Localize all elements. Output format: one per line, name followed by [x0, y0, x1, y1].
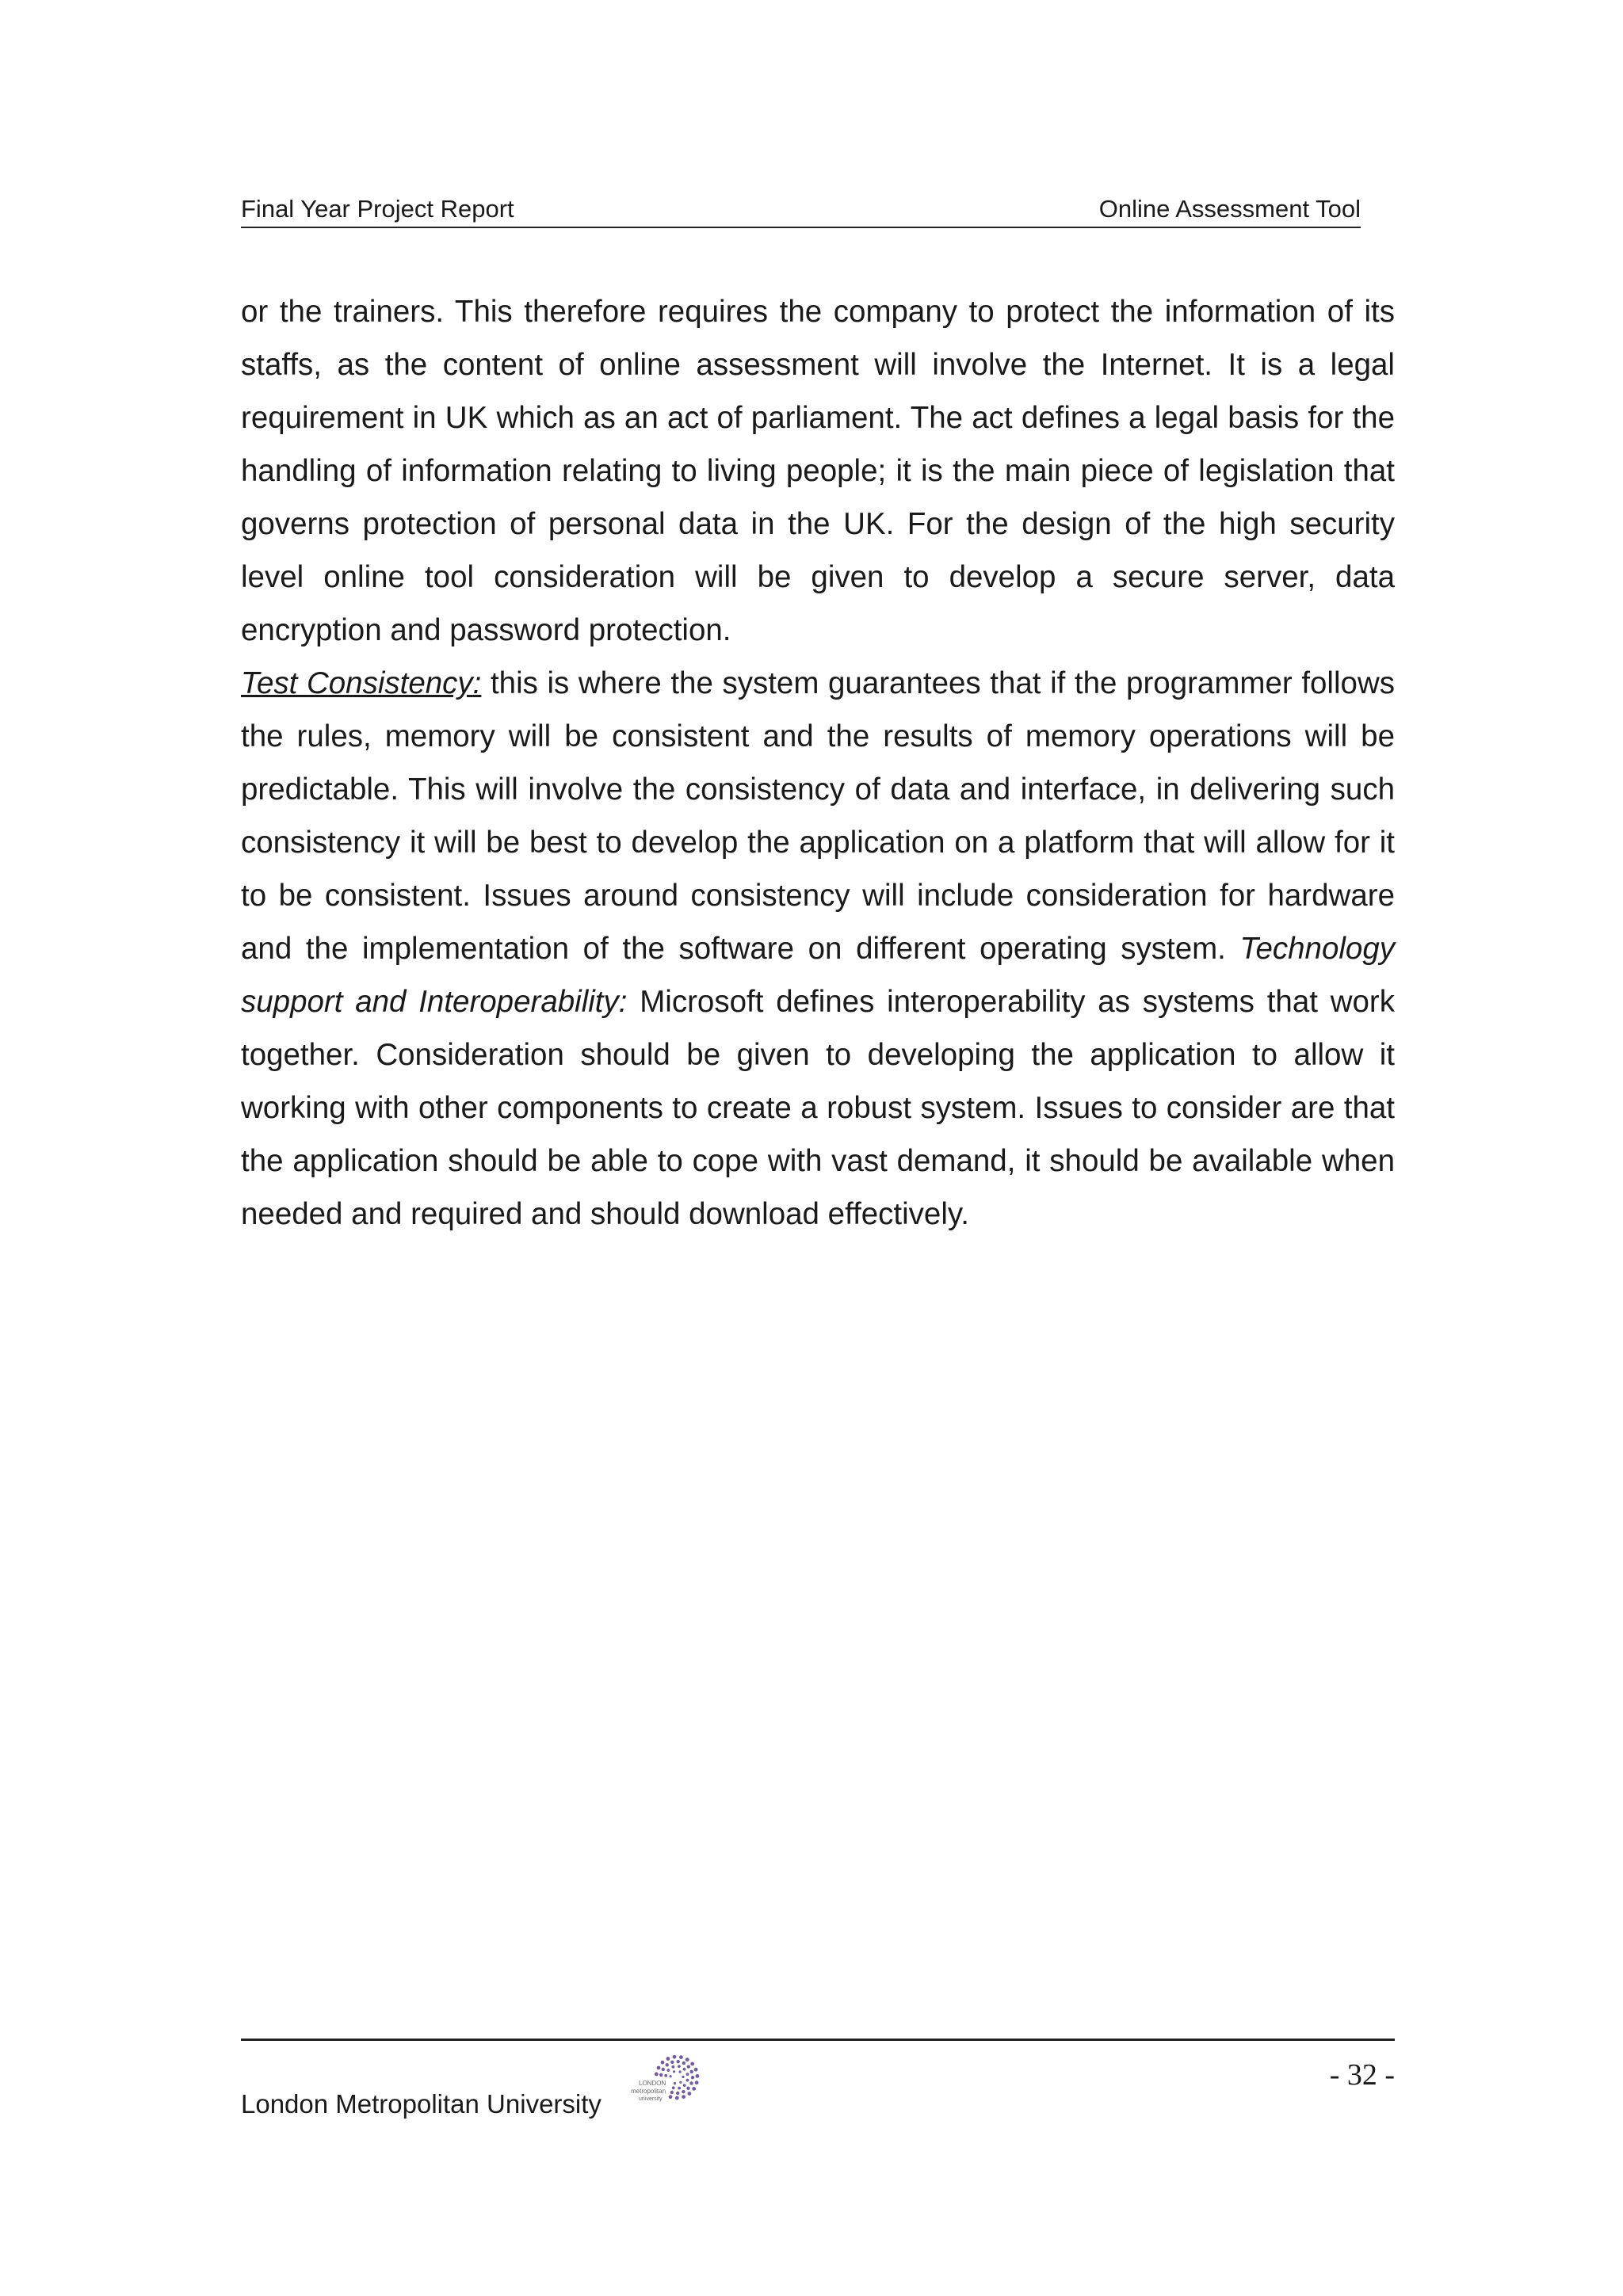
logo-dot — [672, 2086, 675, 2089]
logo-dot — [682, 2090, 685, 2093]
logo-dot — [692, 2087, 696, 2091]
logo-dot — [669, 2095, 673, 2099]
logo-dot — [690, 2062, 694, 2066]
logo-dot — [670, 2091, 674, 2094]
logo-dot — [661, 2061, 665, 2065]
page-number: - 32 - — [1329, 2058, 1395, 2092]
logo-dot — [686, 2079, 689, 2082]
logo-dot — [659, 2073, 663, 2077]
footer-divider — [241, 2039, 1395, 2041]
logo-dot — [687, 2065, 690, 2068]
logo-dot — [696, 2074, 700, 2078]
logo-dot — [670, 2075, 672, 2077]
logo-dot — [679, 2071, 682, 2073]
logo-text-3: university — [639, 2096, 663, 2102]
paragraph-security: or the trainers. This therefore requires the company to protect the information of its staffs, as the content of online assessment will involve the Internet. It is a legal requirement in UK which as an act of parliament. The act defines a legal basis for the handling of information relating to living people; it is the main piece of legislation that governs protection of personal data in the UK. For the design of the high security level online tool consideration will be given to develop a secure server, data encryption and password protection. — [241, 295, 1395, 647]
logo-dot — [688, 2092, 692, 2096]
logo-dot — [679, 2055, 683, 2059]
logo-dot — [677, 2060, 680, 2063]
logo-dot — [694, 2068, 698, 2072]
term-technology-support: Technology support and Interoperability: — [241, 932, 1395, 1019]
logo-dot — [678, 2087, 681, 2090]
logo-dot — [664, 2074, 667, 2077]
logo-dot — [690, 2070, 693, 2073]
logo-dot — [666, 2057, 670, 2061]
header-project-title: Online Assessment Tool — [1098, 195, 1361, 223]
logo-dot — [679, 2081, 682, 2084]
logo-dot — [689, 2081, 693, 2084]
logo-dot — [683, 2068, 686, 2071]
logo-dot — [662, 2068, 665, 2071]
footer-university-name: London Metropolitan University — [241, 2089, 601, 2119]
logo-dot — [678, 2065, 681, 2068]
interoperability-text: Microsoft defines interoperability as systems that work together. Consideration should be given to developing the application to allow it working with other components to create a robust system. Issues to consider are that the application should be able to cope with vast demand, it should be available when needed and required and should download effectively. — [241, 985, 1395, 1231]
consistency-text: this is where the system guarantees that if the programmer follows the rules, memory will be consistent and the results of memory operations will be predictable. This will involve the consistency of data and interface, in delivering such consistency it will be best to develop the application on a platform that will allow for it to be consistent. Issues around consistency will include consideration for hardware and the implementation of the software on different operating system. — [241, 666, 1395, 966]
page-header — [241, 193, 1361, 228]
logo-dot — [666, 2069, 670, 2072]
logo-dot — [676, 2092, 679, 2095]
term-colon: : — [472, 666, 482, 700]
logo-dot — [685, 2058, 689, 2061]
header-report-title: Final Year Project Report — [241, 195, 514, 223]
logo-text-2: metropolitan — [631, 2088, 666, 2095]
logo-dot — [682, 2061, 685, 2065]
logo-dot — [670, 2061, 674, 2064]
logo-dot — [691, 2076, 694, 2079]
logo-dot — [686, 2073, 689, 2076]
logo-dot — [672, 2065, 675, 2069]
logo-text-1: LONDON — [639, 2080, 666, 2087]
logo-dot — [674, 2082, 676, 2084]
logo-dot — [675, 2096, 679, 2100]
logo-dot — [673, 2070, 675, 2073]
logo-dot — [682, 2095, 685, 2099]
term-test-consistency: Test Consistency — [241, 666, 473, 700]
logo-dot — [683, 2084, 686, 2087]
logo-dot — [695, 2081, 699, 2084]
logo-dot — [666, 2063, 669, 2066]
logo-dot — [657, 2066, 661, 2070]
university-logo — [615, 2054, 704, 2111]
paragraph-consistency — [241, 657, 1395, 1241]
logo-dot — [686, 2087, 689, 2090]
body-text — [241, 285, 1395, 1241]
logo-dot — [682, 2076, 684, 2078]
logo-dot — [655, 2073, 659, 2077]
logo-dot — [673, 2055, 677, 2059]
